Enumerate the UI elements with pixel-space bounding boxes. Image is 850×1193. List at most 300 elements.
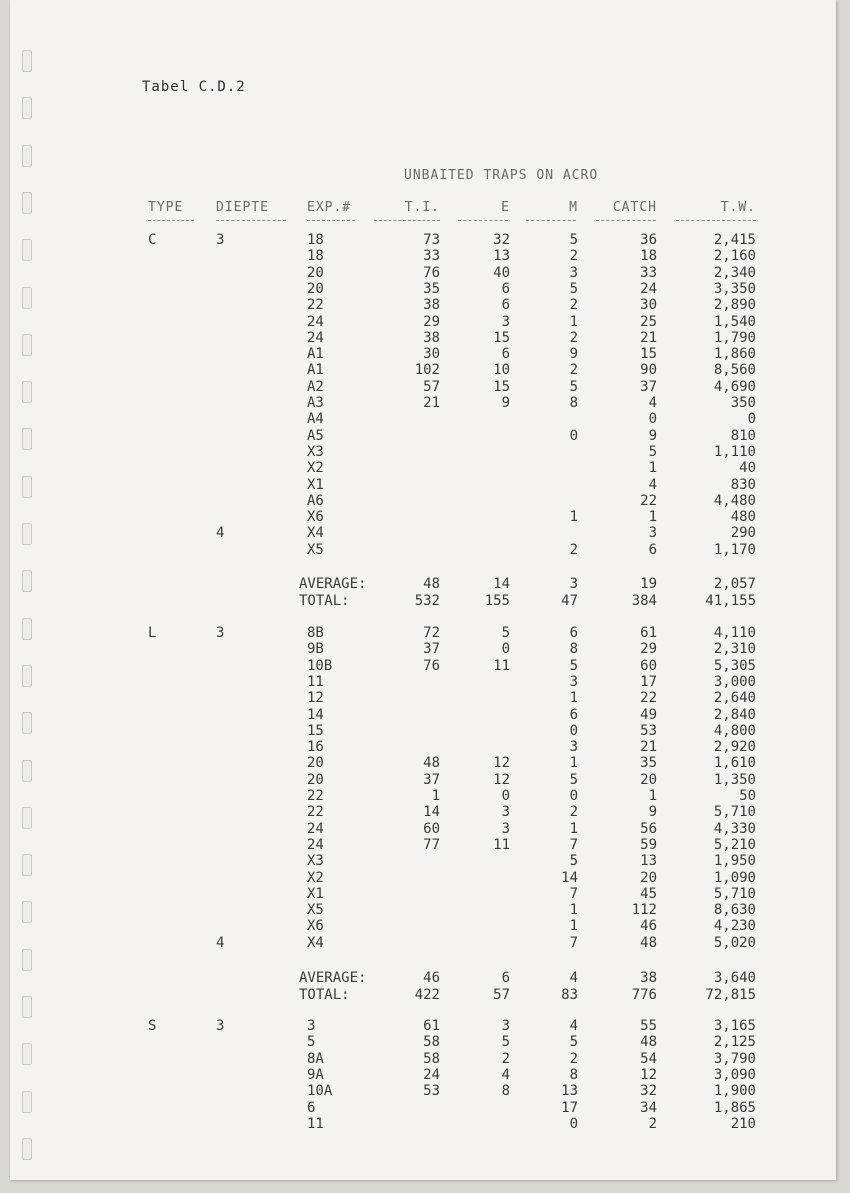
table-row	[0, 346, 850, 362]
cell-exp: 8A	[307, 1050, 324, 1067]
cell-catch: 46	[640, 918, 657, 935]
cell-exp: X6	[307, 918, 324, 935]
table-row	[0, 411, 850, 427]
cell-ti: 102	[414, 362, 440, 379]
cell-ti: 58	[423, 1034, 440, 1051]
cell-tw: 3,000	[713, 673, 756, 690]
cell-m: 3	[569, 739, 578, 756]
cell-catch: 53	[640, 722, 657, 739]
cell-tw: 2,160	[713, 248, 756, 265]
cell-m: 3	[569, 264, 578, 281]
cell-tw: 1,950	[713, 853, 756, 870]
underline-exp	[307, 220, 355, 221]
summary-tw: 41,155	[705, 593, 756, 609]
table-row	[0, 428, 850, 444]
cell-m: 7	[569, 836, 578, 853]
underline-ti	[374, 220, 440, 221]
cell-e: 12	[493, 755, 510, 772]
table-row	[0, 641, 850, 657]
table-row	[0, 362, 850, 378]
cell-type: C	[148, 232, 157, 248]
cell-tw: 5,210	[713, 836, 756, 853]
cell-tw: 5,305	[713, 657, 756, 674]
summary-label: TOTAL:	[299, 593, 350, 609]
cell-catch: 37	[640, 378, 657, 395]
underline-e	[458, 220, 508, 221]
summary-ti: 48	[423, 576, 440, 592]
cell-catch: 12	[640, 1066, 657, 1083]
cell-m: 1	[569, 820, 578, 837]
cell-tw: 4,110	[713, 625, 756, 641]
cell-m: 4	[569, 1018, 578, 1034]
cell-ti: 35	[423, 280, 440, 297]
cell-exp: A3	[307, 395, 324, 411]
cell-e: 0	[501, 641, 510, 658]
cell-m: 6	[569, 706, 578, 723]
table-row	[0, 870, 850, 886]
cell-m: 2	[569, 248, 578, 265]
table-row	[0, 853, 850, 869]
cell-exp: 6	[307, 1099, 316, 1116]
cell-ti: 57	[423, 378, 440, 395]
cell-catch: 48	[640, 934, 657, 951]
cell-catch: 30	[640, 297, 657, 314]
cell-m: 0	[569, 788, 578, 804]
table-row	[0, 542, 850, 558]
cell-tw: 5,020	[713, 934, 756, 951]
cell-m: 1	[569, 918, 578, 935]
table-row	[0, 1083, 850, 1099]
cell-ti: 77	[423, 836, 440, 853]
cell-tw: 5,710	[713, 885, 756, 902]
cell-m: 9	[569, 346, 578, 363]
cell-ti: 1	[431, 788, 440, 804]
cell-catch: 20	[640, 771, 657, 788]
cell-exp: 5	[307, 1034, 316, 1051]
cell-tw: 290	[730, 525, 756, 542]
cell-m: 8	[569, 641, 578, 658]
summary-label: AVERAGE:	[299, 576, 367, 592]
cell-catch: 24	[640, 280, 657, 297]
summary-catch: 38	[640, 970, 657, 986]
cell-catch: 61	[640, 625, 657, 641]
cell-catch: 18	[640, 248, 657, 265]
cell-tw: 830	[730, 476, 756, 493]
summary-catch: 384	[631, 593, 657, 609]
cell-exp: 20	[307, 264, 324, 281]
cell-tw: 1,610	[713, 755, 756, 772]
cell-e: 6	[501, 280, 510, 297]
cell-catch: 6	[648, 541, 657, 558]
table-row	[0, 902, 850, 918]
underline-m	[526, 220, 576, 221]
cell-catch: 17	[640, 673, 657, 690]
table-row	[0, 788, 850, 804]
header-ti: T.I.	[404, 200, 440, 215]
cell-tw: 2,340	[713, 264, 756, 281]
table-row	[0, 804, 850, 820]
cell-ti: 38	[423, 329, 440, 346]
cell-catch: 22	[640, 492, 657, 509]
cell-diepte: 4	[216, 525, 225, 542]
cell-tw: 2,920	[713, 739, 756, 756]
cell-tw: 3,790	[713, 1050, 756, 1067]
cell-tw: 1,350	[713, 771, 756, 788]
table-row	[0, 1051, 850, 1067]
cell-exp: X1	[307, 476, 324, 493]
table-row	[0, 265, 850, 281]
cell-ti: 53	[423, 1083, 440, 1100]
cell-catch: 5	[648, 443, 657, 460]
table-row	[0, 821, 850, 837]
cell-catch: 56	[640, 820, 657, 837]
cell-tw: 2,840	[713, 706, 756, 723]
cell-tw: 1,865	[713, 1099, 756, 1116]
cell-m: 2	[569, 297, 578, 314]
table-row	[0, 723, 850, 739]
table-row	[0, 739, 850, 755]
cell-e: 3	[501, 820, 510, 837]
cell-catch: 3	[648, 525, 657, 542]
table-row	[0, 625, 850, 641]
cell-tw: 0	[747, 411, 756, 428]
cell-ti: 21	[423, 395, 440, 411]
cell-catch: 9	[648, 804, 657, 821]
summary-catch: 776	[631, 987, 657, 1003]
cell-catch: 4	[648, 476, 657, 493]
cell-tw: 2,640	[713, 690, 756, 707]
table-row	[0, 460, 850, 476]
cell-e: 2	[501, 1050, 510, 1067]
cell-catch: 15	[640, 346, 657, 363]
summary-label: TOTAL:	[299, 987, 350, 1003]
table-row	[0, 314, 850, 330]
cell-tw: 3,350	[713, 280, 756, 297]
cell-exp: 24	[307, 820, 324, 837]
cell-exp: A6	[307, 492, 324, 509]
underline-tw	[676, 220, 756, 221]
summary-catch: 19	[640, 576, 657, 592]
table-row	[0, 232, 850, 248]
cell-exp: 18	[307, 248, 324, 265]
cell-m: 5	[569, 280, 578, 297]
cell-type: L	[148, 625, 157, 641]
cell-catch: 1	[648, 788, 657, 804]
summary-e: 14	[493, 576, 510, 592]
cell-exp: 24	[307, 329, 324, 346]
cell-tw: 3,165	[713, 1018, 756, 1034]
cell-m: 13	[561, 1083, 578, 1100]
cell-tw: 4,690	[713, 378, 756, 395]
table-row	[0, 379, 850, 395]
cell-ti: 60	[423, 820, 440, 837]
cell-exp: 22	[307, 297, 324, 314]
cell-m: 5	[569, 771, 578, 788]
cell-m: 1	[569, 690, 578, 707]
cell-m: 0	[569, 427, 578, 444]
cell-m: 1	[569, 902, 578, 919]
cell-type: S	[148, 1018, 157, 1034]
summary-ti: 422	[414, 987, 440, 1003]
cell-m: 2	[569, 541, 578, 558]
total-row	[0, 593, 850, 609]
cell-exp: X1	[307, 885, 324, 902]
cell-m: 6	[569, 625, 578, 641]
table-row	[0, 444, 850, 460]
cell-catch: 35	[640, 755, 657, 772]
cell-exp: A1	[307, 346, 324, 363]
cell-exp: X5	[307, 541, 324, 558]
table-row	[0, 248, 850, 264]
cell-tw: 810	[730, 427, 756, 444]
header-tw: T.W.	[720, 200, 756, 215]
cell-ti: 61	[423, 1018, 440, 1034]
cell-exp: 11	[307, 1115, 324, 1132]
cell-e: 32	[493, 232, 510, 248]
table-row	[0, 525, 850, 541]
cell-m: 17	[561, 1099, 578, 1116]
cell-exp: X4	[307, 934, 324, 951]
cell-e: 9	[501, 395, 510, 411]
cell-exp: 22	[307, 804, 324, 821]
cell-ti: 14	[423, 804, 440, 821]
cell-tw: 4,330	[713, 820, 756, 837]
cell-m: 8	[569, 395, 578, 411]
cell-e: 3	[501, 804, 510, 821]
cell-exp: 8B	[307, 625, 324, 641]
cell-exp: X3	[307, 443, 324, 460]
cell-exp: 11	[307, 673, 324, 690]
cell-exp: 12	[307, 690, 324, 707]
cell-diepte: 3	[216, 1018, 225, 1034]
binding-hole	[22, 97, 32, 119]
cell-catch: 49	[640, 706, 657, 723]
header-m: M	[569, 200, 578, 215]
cell-tw: 350	[730, 395, 756, 411]
cell-tw: 8,560	[713, 362, 756, 379]
cell-ti: 29	[423, 313, 440, 330]
cell-tw: 1,170	[713, 541, 756, 558]
cell-tw: 3,090	[713, 1066, 756, 1083]
summary-e: 155	[484, 593, 510, 609]
binding-hole	[22, 949, 32, 971]
cell-exp: 16	[307, 739, 324, 756]
cell-m: 8	[569, 1066, 578, 1083]
cell-exp: 3	[307, 1018, 316, 1034]
table-row	[0, 1067, 850, 1083]
cell-tw: 2,890	[713, 297, 756, 314]
cell-catch: 21	[640, 739, 657, 756]
header-type: TYPE	[148, 200, 184, 215]
cell-catch: 22	[640, 690, 657, 707]
cell-m: 1	[569, 313, 578, 330]
cell-exp: X2	[307, 869, 324, 886]
cell-exp: 15	[307, 722, 324, 739]
cell-tw: 1,790	[713, 329, 756, 346]
cell-exp: 20	[307, 280, 324, 297]
cell-diepte: 3	[216, 232, 225, 248]
cell-tw: 1,090	[713, 869, 756, 886]
table-row	[0, 509, 850, 525]
total-row	[0, 987, 850, 1003]
cell-catch: 112	[631, 902, 657, 919]
cell-m: 0	[569, 722, 578, 739]
cell-catch: 13	[640, 853, 657, 870]
table-row	[0, 297, 850, 313]
cell-tw: 1,860	[713, 346, 756, 363]
table-row	[0, 674, 850, 690]
cell-exp: 10A	[307, 1083, 333, 1100]
cell-exp: A5	[307, 427, 324, 444]
table-row	[0, 886, 850, 902]
cell-catch: 2	[648, 1115, 657, 1132]
cell-catch: 1	[648, 509, 657, 526]
cell-catch: 45	[640, 885, 657, 902]
cell-tw: 1,540	[713, 313, 756, 330]
cell-catch: 21	[640, 329, 657, 346]
cell-catch: 4	[648, 395, 657, 411]
table-row	[0, 330, 850, 346]
header-exp: EXP.#	[307, 200, 352, 215]
table-row	[0, 1100, 850, 1116]
cell-m: 5	[569, 378, 578, 395]
cell-tw: 50	[739, 788, 756, 804]
cell-e: 4	[501, 1066, 510, 1083]
table-row	[0, 690, 850, 706]
summary-e: 57	[493, 987, 510, 1003]
header-catch: CATCH	[612, 200, 657, 215]
average-row	[0, 970, 850, 986]
table-row	[0, 493, 850, 509]
cell-exp: 9B	[307, 641, 324, 658]
summary-ti: 532	[414, 593, 440, 609]
cell-ti: 76	[423, 264, 440, 281]
cell-catch: 9	[648, 427, 657, 444]
cell-exp: A1	[307, 362, 324, 379]
cell-exp: X2	[307, 460, 324, 477]
underline-type	[148, 220, 194, 221]
cell-catch: 60	[640, 657, 657, 674]
cell-tw: 2,310	[713, 641, 756, 658]
cell-ti: 33	[423, 248, 440, 265]
table-row	[0, 707, 850, 723]
table-row	[0, 772, 850, 788]
cell-tw: 4,480	[713, 492, 756, 509]
cell-ti: 37	[423, 641, 440, 658]
binding-hole	[22, 1138, 32, 1160]
cell-tw: 40	[739, 460, 756, 477]
cell-m: 2	[569, 362, 578, 379]
cell-m: 5	[569, 853, 578, 870]
cell-e: 5	[501, 1034, 510, 1051]
cell-m: 1	[569, 755, 578, 772]
cell-e: 10	[493, 362, 510, 379]
cell-exp: A2	[307, 378, 324, 395]
summary-e: 6	[501, 970, 510, 986]
cell-catch: 55	[640, 1018, 657, 1034]
cell-m: 1	[569, 509, 578, 526]
table-row	[0, 281, 850, 297]
cell-e: 0	[501, 788, 510, 804]
cell-catch: 59	[640, 836, 657, 853]
cell-exp: 20	[307, 755, 324, 772]
cell-exp: 24	[307, 313, 324, 330]
cell-e: 13	[493, 248, 510, 265]
summary-label: AVERAGE:	[299, 970, 367, 986]
cell-m: 7	[569, 885, 578, 902]
cell-m: 5	[569, 657, 578, 674]
cell-tw: 4,230	[713, 918, 756, 935]
cell-catch: 34	[640, 1099, 657, 1116]
cell-exp: X5	[307, 902, 324, 919]
table-row	[0, 837, 850, 853]
cell-m: 14	[561, 869, 578, 886]
underline-diepte	[216, 220, 286, 221]
cell-diepte: 4	[216, 934, 225, 951]
cell-tw: 5,710	[713, 804, 756, 821]
cell-tw: 210	[730, 1115, 756, 1132]
table-row	[0, 477, 850, 493]
cell-exp: 22	[307, 788, 324, 804]
cell-tw: 480	[730, 509, 756, 526]
summary-m: 3	[569, 576, 578, 592]
cell-e: 3	[501, 1018, 510, 1034]
cell-m: 2	[569, 1050, 578, 1067]
cell-catch: 0	[648, 411, 657, 428]
table-row	[0, 935, 850, 951]
cell-m: 0	[569, 1115, 578, 1132]
cell-ti: 38	[423, 297, 440, 314]
cell-tw: 1,900	[713, 1083, 756, 1100]
cell-ti: 72	[423, 625, 440, 641]
cell-exp: 18	[307, 232, 324, 248]
table-row	[0, 1116, 850, 1132]
cell-catch: 20	[640, 869, 657, 886]
cell-ti: 58	[423, 1050, 440, 1067]
cell-catch: 32	[640, 1083, 657, 1100]
cell-exp: 10B	[307, 657, 333, 674]
cell-tw: 1,110	[713, 443, 756, 460]
cell-exp: 20	[307, 771, 324, 788]
cell-e: 6	[501, 346, 510, 363]
table-row	[0, 755, 850, 771]
cell-m: 5	[569, 1034, 578, 1051]
cell-catch: 25	[640, 313, 657, 330]
table-row	[0, 658, 850, 674]
page-title: UNBAITED TRAPS ON ACRO	[404, 168, 599, 183]
cell-ti: 73	[423, 232, 440, 248]
cell-m: 5	[569, 232, 578, 248]
cell-catch: 29	[640, 641, 657, 658]
cell-e: 15	[493, 329, 510, 346]
cell-catch: 33	[640, 264, 657, 281]
table-row	[0, 918, 850, 934]
cell-m: 2	[569, 329, 578, 346]
cell-catch: 1	[648, 460, 657, 477]
cell-exp: X4	[307, 525, 324, 542]
summary-tw: 2,057	[713, 576, 756, 592]
table-label: Tabel C.D.2	[142, 79, 246, 95]
header-e: E	[501, 200, 510, 215]
cell-e: 8	[501, 1083, 510, 1100]
cell-tw: 2,415	[713, 232, 756, 248]
cell-e: 3	[501, 313, 510, 330]
summary-ti: 46	[423, 970, 440, 986]
cell-catch: 54	[640, 1050, 657, 1067]
cell-exp: 24	[307, 836, 324, 853]
cell-e: 11	[493, 657, 510, 674]
table-row	[0, 1034, 850, 1050]
